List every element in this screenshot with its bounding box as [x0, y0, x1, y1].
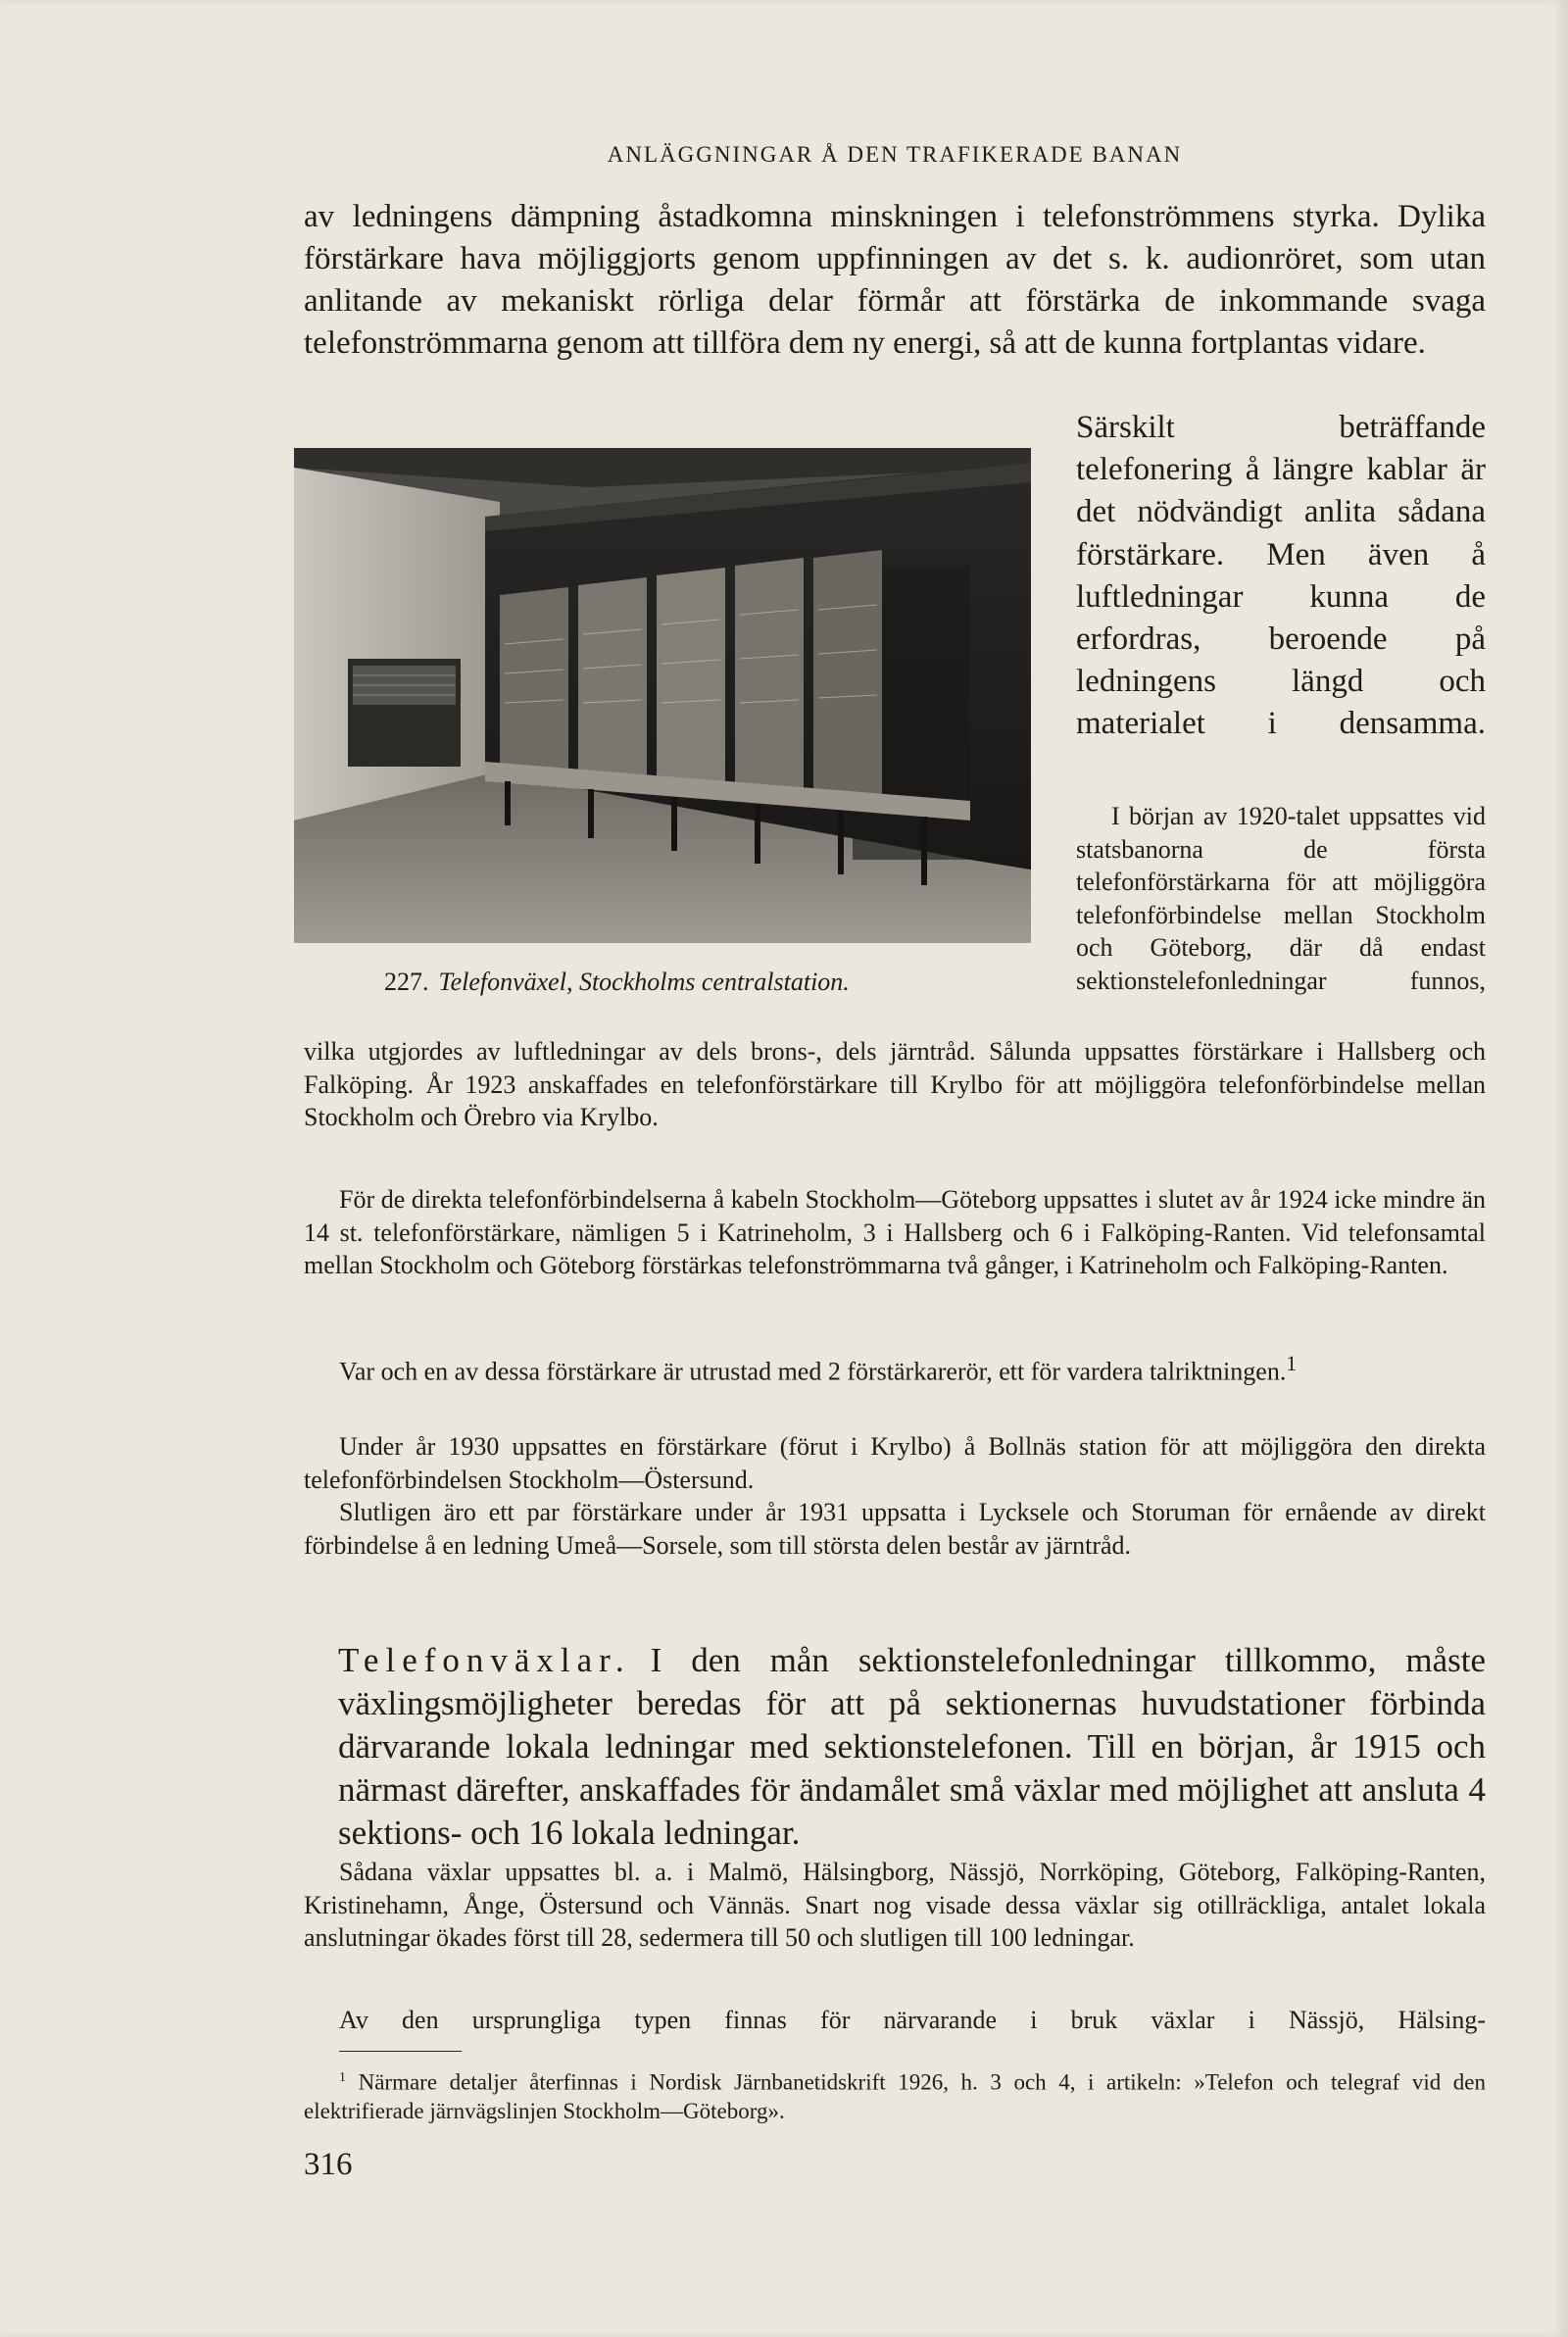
footnote-marker: 1: [339, 2070, 346, 2085]
footnote: [304, 2064, 1486, 2125]
side-column-last-line: densamma.: [1339, 706, 1486, 742]
figure-caption-text: Telefonväxel, Stockholms centralstation.: [438, 968, 850, 996]
footnote-text: Närmare detaljer återfinnas i Nordisk Järnbanetidskrift 1926, h. 3 och 4, i artikeln: »Telefon och telegraf vid den elektrifierade järnvägslinjen Stockholm—Göteborg».: [304, 2069, 1487, 2123]
section-heading: Telefonväxlar.: [338, 1641, 631, 1679]
paragraph-2: För de direkta telefonförbindelserna å kabeln Stockholm—Göteborg uppsattes i slutet av år 1924 icke mindre än 14 st. telefonförstärkare, nämligen 5 i Katrineholm, 3 i Hallsberg och 6 i Falköping-Ranten. Vid telefonsamtal mellan Stockholm och Göteborg förstärkas telefonströmmarna två gånger, i Katrineholm och Falköping-Ranten.: [304, 1185, 1486, 1280]
section-telefonvaxlar: [338, 1639, 1486, 1855]
figure-number: 227.: [384, 968, 429, 996]
continuation-paragraph: vilka utgjordes av luftledningar av dels brons-, dels järntråd. Sålunda uppsattes förstärkare i Hallsberg och Falköping. År 1923 anskaffades en telefonförstärkare till Krylbo för att möjliggöra telefonförbindelse mellan Stockholm och Örebro via Krylbo.: [304, 1037, 1486, 1132]
paragraph-4: Under år 1930 uppsattes en förstärkare (förut i Krylbo) å Bollnäs station för att möjliggöra den direkta telefonförbindelsen Stockholm—Östersund.: [304, 1432, 1486, 1494]
section-text: I den mån sektionstelefonledningar tillkommo, måste växlingsmöjligheter beredas för att på sektionernas huvudstationer förbinda därvarande lokala ledningar med sektionstelefonen. Till en början, år 1915 och närmast därefter, anskaffades för ändamålet små växlar med möjlighet att ansluta 4 sektions- och 16 lokala ledningar.: [338, 1641, 1486, 1852]
figure-photo-telephone-exchange: [294, 448, 1031, 943]
side-column-paragraph: [1076, 407, 1486, 746]
lead-paragraph-last-line: dem ny energi, så att de kunna fortplantas vidare.: [788, 325, 1426, 361]
running-head: ANLÄGGNINGAR Å DEN TRAFIKERADE BANAN: [607, 142, 1183, 167]
side-small-paragraph: I början av 1920-talet uppsattes vid statsbanorna de första telefonförstärkarna för att möjliggöra telefonförbindelse mellan Stockholm och Göteborg, där då endast sektionstelefonledningar funnos,: [1076, 802, 1486, 995]
lead-paragraph: [304, 196, 1486, 365]
paragraph-5: Slutligen äro ett par förstärkare under år 1931 uppsatta i Lycksele och Storuman för ernående av direkt förbindelse å en ledning Umeå—Sorsele, som till största delen består av järntråd.: [304, 1498, 1486, 1560]
page-number: 316: [304, 2147, 353, 2182]
side-column-text: Särskilt beträffande telefonering å längre kablar är det nödvändigt anlita sådana förstärkare. Men även å luftledningar kunna de erfordras, beroende på ledningens längd och materialet i: [1076, 410, 1486, 742]
lead-paragraph-text: av ledningens dämpning åstadkomna minskningen i telefonströmmens styrka. Dylika förstärkare hava möjliggjorts genom uppfinningen av det s. k. audionröret, som utan anlitande av mekaniskt rörliga delar förmår att förstärka de inkommande svaga telefonströmmarna genom att tillföra: [304, 199, 1486, 361]
paragraph-3: [304, 1348, 1486, 1388]
footnote-divider: [339, 2051, 462, 2052]
paragraph-7: Av den ursprungliga typen finnas för närvarande i bruk växlar i Nässjö, Hälsing-: [339, 2006, 1486, 2034]
paragraph-6: Sådana växlar uppsattes bl. a. i Malmö, Hälsingborg, Nässjö, Norrköping, Göteborg, Falköping-Ranten, Kristinehamn, Ånge, Östersund och Vännäs. Snart nog visade dessa växlar sig otillräckliga, antalet lokala anslutningar ökades först till 28, sedermera till 50 och slutligen till 100 ledningar.: [304, 1858, 1486, 1953]
telephone-switchboard-photo: [294, 448, 1031, 943]
paragraph-3-text: Var och en av dessa förstärkare är utrustad med 2 förstärkarerör, ett för vardera talriktningen.: [339, 1357, 1287, 1386]
footnote-reference: 1: [1286, 1352, 1298, 1375]
figure-caption: [384, 968, 972, 997]
